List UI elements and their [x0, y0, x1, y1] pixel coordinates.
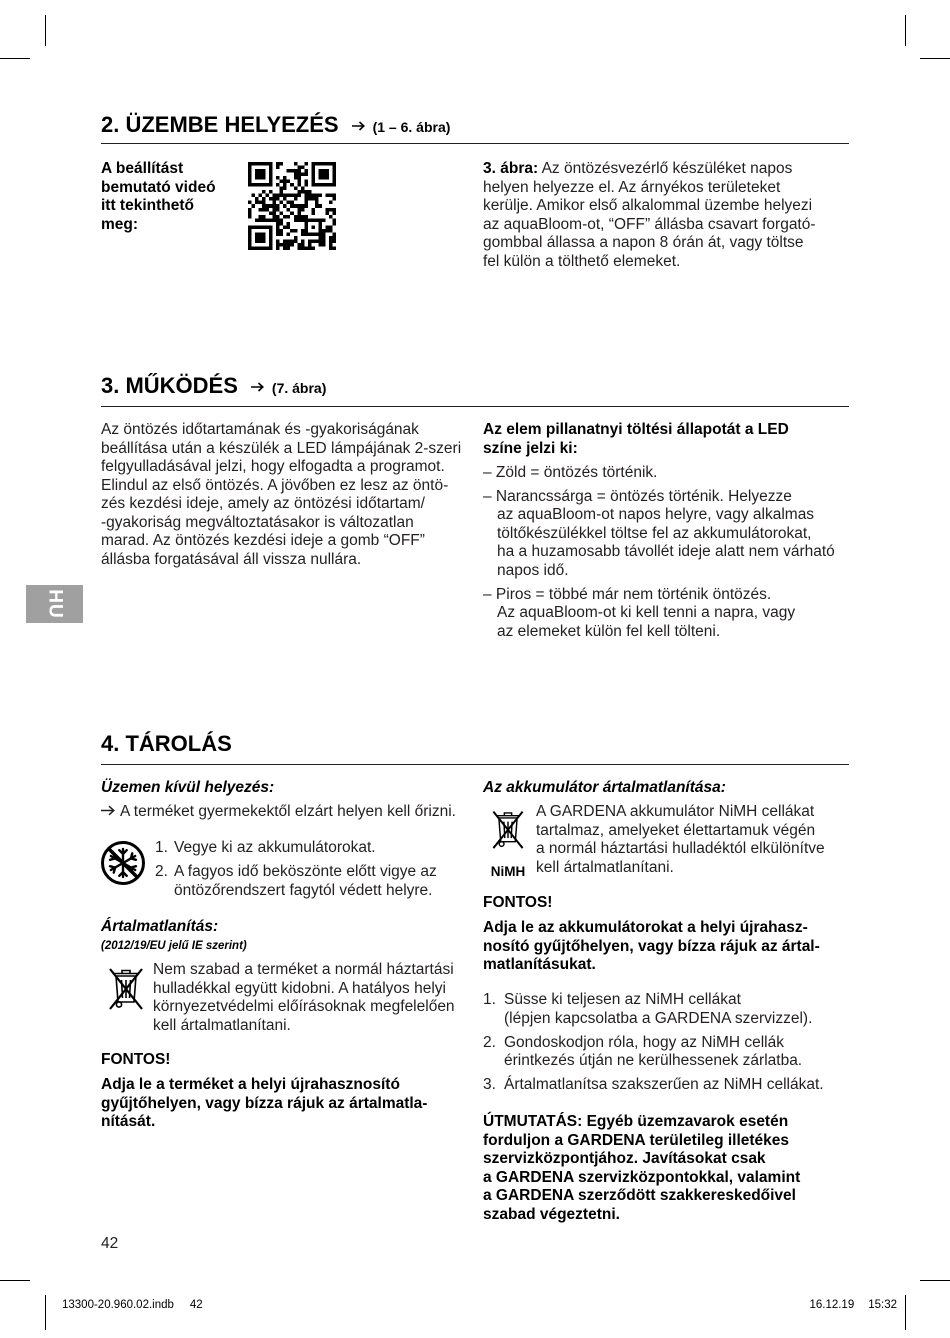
- important-label: FONTOS!: [101, 1051, 171, 1068]
- led-status-line: az elemeket külön fel kell tölteni.: [497, 622, 721, 640]
- figure-3-line: kerülje. Amikor első alkalommal üzembe helyezi: [483, 197, 813, 214]
- led-status-red: [483, 586, 835, 642]
- child-safety-note: [101, 803, 456, 822]
- figure-3-label: 3. ábra:: [483, 160, 539, 177]
- print-footer-right: [809, 1298, 897, 1312]
- disposal-directive: (2012/19/EU jelű IE szerint): [101, 940, 247, 952]
- step-number: 3.: [483, 1076, 496, 1093]
- step-line: (lépjen kapcsolatba a GARDENA szervizzel).: [504, 1009, 813, 1027]
- led-status-line: az aquaBloom-ot napos helyre, vagy alkalmas: [497, 506, 815, 523]
- battery-line: tartalmaz, amelyeket élettartamuk végén: [536, 821, 816, 839]
- figure-3-text: Az öntözésvezérlő készüléket napos: [541, 160, 793, 177]
- crossed-out-bin-icon: [103, 961, 149, 1013]
- battery-disposal-text: [536, 803, 825, 877]
- crop-mark: [0, 1280, 30, 1281]
- step-line: A fagyos idő beköszönte előtt vigye az: [174, 863, 437, 880]
- decommission-title: Üzemen kívül helyezés:: [101, 779, 275, 796]
- led-status-line: napos idő.: [497, 561, 569, 579]
- section-3-heading: [101, 372, 326, 402]
- operation-line: zés kezdési ideje, amely az öntözési időtartam/: [101, 495, 425, 512]
- disposal-title: Ártalmatlanítás:: [101, 918, 219, 935]
- video-caption: [101, 160, 216, 234]
- language-tab-label: HU: [44, 589, 66, 619]
- frost-step: [155, 839, 437, 858]
- service-note-line: forduljon a GARDENA területileg illetékes: [483, 1131, 790, 1149]
- section-3-figure-ref: (7. ábra): [271, 380, 327, 396]
- video-caption-line: bemutató videó: [101, 178, 216, 196]
- service-note-line: a GARDENA szervizközpontokkal, valamint: [483, 1168, 801, 1186]
- important-line: Adja le az akkumulátorokat a helyi újrahasz-: [483, 919, 808, 936]
- section-2-figure-ref: (1 – 6. ábra): [372, 119, 451, 135]
- led-status-green: [483, 464, 835, 483]
- led-status-lead: [483, 421, 835, 458]
- step-number: 2.: [155, 863, 168, 880]
- battery-step: [483, 1034, 824, 1071]
- child-safety-text: A terméket gyermekektől elzárt helyen kell őrizni.: [120, 803, 456, 820]
- section-3-rule: [101, 406, 849, 407]
- disposal-line: Nem szabad a terméket a normál háztartási: [153, 961, 454, 978]
- important-label: FONTOS!: [483, 894, 553, 911]
- led-status-line: töltőkészülékkel töltse fel az akkumulátorokat,: [497, 524, 812, 542]
- section-2-heading: [101, 111, 450, 141]
- qr-code: [248, 162, 336, 250]
- step-number: 1.: [155, 839, 168, 856]
- section-2-title: 2. ÜZEMBE HELYEZÉS: [101, 112, 339, 137]
- page-number: 42: [101, 1235, 119, 1252]
- print-footer-left: [62, 1298, 203, 1312]
- operation-line: Az öntözés időtartamának és -gyakoriságának: [101, 421, 419, 438]
- step-line: érintkezés útján ne kerülhessenek zárlatba.: [504, 1052, 803, 1069]
- figure-3-line: gombbal állassa a napon 8 órán át, vagy töltse: [483, 234, 804, 251]
- led-status-line: – Zöld = öntözés történik.: [483, 463, 658, 481]
- video-caption-line: itt tekinthető: [101, 197, 194, 214]
- footer-page: 42: [189, 1299, 203, 1311]
- operation-line: felgyulladásával jelzi, hogy elfogadta a programot.: [101, 458, 445, 475]
- operation-line: -gyakoriság megváltoztatásakor is változatlan: [101, 513, 414, 531]
- footer-file: 13300-20.960.02.indb: [62, 1299, 174, 1311]
- frost-step: [155, 863, 437, 900]
- important-text: [483, 919, 820, 975]
- important-line: gyűjtőhelyen, vagy bízza rájuk az ártalmatla-: [101, 1094, 428, 1112]
- nimh-disposal-icon: [487, 804, 529, 881]
- figure-3-line: fel külön a tölthető elemeket.: [483, 252, 681, 270]
- led-status-lead-line: Az elem pillanatnyi töltési állapotát a LED: [483, 421, 789, 438]
- crop-mark: [920, 58, 950, 59]
- operation-line: Elindul az első öntözés. A jövőben ez lesz az öntö-: [101, 476, 449, 494]
- important-line: matlanításukat.: [483, 956, 596, 973]
- nimh-label: NiMH: [490, 864, 526, 879]
- crop-mark: [905, 1295, 906, 1330]
- led-status-line: Az aquaBloom-ot ki kell tenni a napra, vagy: [497, 604, 796, 621]
- operation-line: marad. Az öntözés kezdési ideje a gomb “OFF”: [101, 532, 425, 549]
- step-line: Süsse ki teljesen az NiMH cellákat: [504, 991, 741, 1008]
- section-4-heading: [101, 730, 232, 758]
- crop-mark: [45, 15, 46, 46]
- step-line: Gondoskodjon róla, hogy az NiMH cellák: [504, 1033, 784, 1051]
- service-note-line: szabad végeztetni.: [483, 1205, 620, 1223]
- crossed-out-bin-icon: [487, 804, 529, 852]
- led-status-orange: [483, 488, 835, 581]
- important-line: nítását.: [101, 1113, 156, 1130]
- section-3-title: 3. MŰKÖDÉS: [101, 373, 238, 398]
- led-status-line: – Narancssárga = öntözés történik. Helyezze: [483, 487, 792, 505]
- battery-disposal-title: Az akkumulátor ártalmatlanítása:: [483, 779, 726, 796]
- operation-line: beállítása után a készülék a LED lámpájának 2-szeri: [101, 439, 462, 457]
- step-number: 2.: [483, 1033, 496, 1051]
- figure-3-line: az aquaBloom-ot, “OFF” állásba csavart forgató-: [483, 215, 816, 233]
- led-status-line: – Piros = többé már nem történik öntözés.: [483, 585, 772, 603]
- footer-time: 15:32: [868, 1299, 897, 1311]
- footer-date: 16.12.19: [809, 1299, 855, 1311]
- led-status-line: ha a huzamosabb távollét ideje alatt nem várható: [497, 543, 835, 560]
- led-status-legend: [483, 421, 835, 641]
- battery-step: [483, 1076, 824, 1095]
- section-4-rule: [101, 764, 849, 765]
- step-number: 1.: [483, 991, 496, 1008]
- figure-3-line: [483, 160, 816, 179]
- important-line: Adja le a terméket a helyi újrahasznosító: [101, 1076, 400, 1093]
- service-note: [483, 1113, 800, 1224]
- battery-steps: [483, 991, 824, 1095]
- arrow-right-icon: [101, 805, 115, 816]
- operation-description: [101, 421, 461, 569]
- language-tab: [26, 585, 83, 623]
- disposal-line: hulladékkal együtt kidobni. A hatályos helyi: [153, 979, 446, 997]
- important-line: nosító gyűjtőhelyen, vagy bízza rájuk az ártal-: [483, 937, 820, 955]
- important-text: [101, 1076, 427, 1132]
- service-note-line: a GARDENA szerződött szakkereskedőivel: [483, 1187, 796, 1204]
- battery-line: a normál háztartási hulladéktól elkülönítve: [536, 840, 825, 857]
- disposal-text: [153, 961, 455, 1035]
- arrow-right-icon: [251, 382, 264, 392]
- crop-mark: [905, 15, 906, 46]
- figure-3-line: helyen helyezze el. Az árnyékos területeket: [483, 178, 781, 196]
- battery-line: A GARDENA akkumulátor NiMH cellákat: [536, 803, 815, 820]
- no-frost-icon: [100, 838, 146, 888]
- service-note-line: szervizközpontjához. Javításokat csak: [483, 1150, 766, 1167]
- section-2-rule: [101, 143, 849, 144]
- crop-mark: [45, 1295, 46, 1330]
- disposal-line: kell ártalmatlanítani.: [153, 1016, 291, 1034]
- section-4-title: 4. TÁROLÁS: [101, 731, 232, 756]
- battery-line: kell ártalmatlanítani.: [536, 858, 674, 876]
- figure-3-description: [483, 160, 816, 271]
- service-note-line: ÚTMUTATÁS: Egyéb üzemzavarok esetén: [483, 1113, 789, 1130]
- step-line: öntözőrendszert fagytól védett helyre.: [174, 881, 433, 899]
- step-line: Ártalmatlanítsa szakszerűen az NiMH cellákat.: [504, 1076, 824, 1093]
- video-caption-line: meg:: [101, 215, 139, 233]
- crop-mark: [920, 1280, 950, 1281]
- step-line: Vegye ki az akkumulátorokat.: [174, 839, 376, 856]
- video-caption-line: A beállítást: [101, 160, 184, 177]
- crop-mark: [0, 58, 30, 59]
- arrow-right-icon: [352, 121, 365, 131]
- disposal-line: környezetvédelmi előírásoknak megfelelően: [153, 998, 455, 1015]
- led-status-lead-line: színe jelzi ki:: [483, 439, 578, 457]
- operation-line: állásba forgatásával áll vissza nullára.: [101, 550, 362, 568]
- frost-steps: [155, 839, 437, 900]
- battery-step: [483, 991, 824, 1028]
